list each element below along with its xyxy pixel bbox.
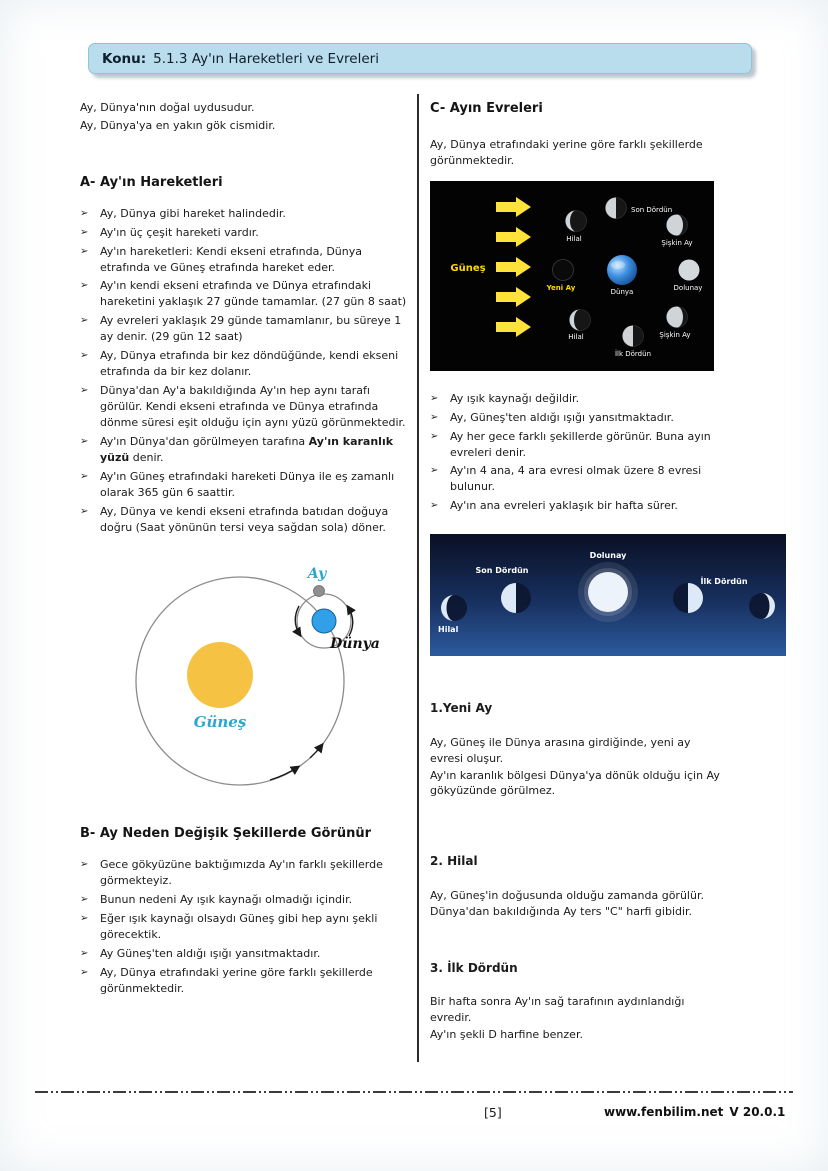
section-c-title: C- Ayın Evreleri [430, 101, 543, 116]
bullet-arrow-icon: ➢ [80, 859, 89, 871]
crescent-label: Hilal [438, 625, 459, 635]
new-moon-label: Yeni Ay [546, 283, 576, 292]
bullet-text: Ay'ın üç çeşit hareketi vardır. [100, 225, 259, 239]
full-moon [679, 259, 700, 280]
orbit-direction-arrow-1 [270, 767, 298, 780]
bullet-item [80, 469, 411, 501]
intro-paragraph [80, 100, 411, 134]
bullet-item [430, 429, 720, 461]
subsection-3-body [430, 994, 720, 1043]
bullet-arrow-icon: ➢ [80, 245, 89, 257]
bullet-item [80, 225, 411, 241]
bullet-arrow-icon: ➢ [80, 435, 89, 447]
bullet-item [80, 348, 411, 380]
bullet-arrow-icon: ➢ [80, 226, 89, 238]
bullet-text: Ay, Güneş'ten aldığı ışığı yansıtmaktadır. [450, 410, 674, 424]
bullet-item [80, 892, 411, 908]
bullet-arrow-icon: ➢ [80, 948, 89, 959]
bullet-arrow-icon: ➢ [430, 430, 439, 442]
left-column [80, 100, 411, 1000]
section-a-bullets [80, 206, 411, 536]
bullet-arrow-icon: ➢ [80, 966, 89, 978]
bullet-item [80, 206, 411, 222]
bullet-arrow-icon: ➢ [430, 465, 439, 477]
paragraph: Ay, Güneş'in doğusunda olduğu zamanda görülür. Dünya'dan bakıldığında Ay ters "C" harfi gibidir. [430, 888, 704, 918]
gibbous-moon-top [667, 214, 688, 235]
section-a-title: A- Ay'ın Hareketleri [80, 174, 223, 190]
bullet-arrow-icon: ➢ [80, 894, 89, 906]
earth-circle [312, 609, 336, 633]
bullet-text: Ay Güneş'ten aldığı ışığı yansıtmaktadır. [100, 947, 321, 960]
night-sky-phases-image [430, 534, 786, 656]
sun-label: Güneş [450, 262, 486, 274]
bullet-item [430, 391, 720, 407]
moon-circle [314, 585, 325, 596]
earth-label: Dünya [330, 635, 380, 652]
bullet-text: Gece gökyüzüne baktığımızda Ay'ın farklı şekillerde görmekteyiz. [100, 858, 383, 888]
bullet-arrow-icon: ➢ [80, 207, 89, 219]
waning-crescent-moon [441, 595, 467, 621]
footer-rule [35, 1091, 793, 1093]
full-moon-label: Dolunay [589, 551, 627, 561]
bullet-item [80, 434, 411, 466]
earth-image [607, 255, 637, 285]
bullet-text: Ay'ın Güneş etrafındaki hareketi Dünya ile eş zamanlı olarak 365 gün 6 saattir. [100, 469, 395, 499]
bullet-item [430, 410, 720, 426]
bullet-arrow-icon: ➢ [80, 385, 89, 397]
version-text: V 20.0.1 [729, 1105, 786, 1119]
bullet-item [80, 911, 411, 943]
section-c-intro: Ay, Dünya etrafındaki yerine göre farklı şekillerde görünmektedir. [430, 137, 703, 167]
bullet-text: Ay, Dünya gibi hareket halindedir. [100, 206, 286, 220]
gibbous-top-label: Şişkin Ay [661, 238, 693, 247]
bullet-text: Dünya'dan Ay'a bakıldığında Ay'ın hep aynı tarafı görülür. Kendi ekseni etrafında ve Dünya etrafında dönme süresi eşit olduğu için aynı yüzü görünmektedir. [100, 384, 406, 429]
bullet-item [430, 463, 720, 495]
bullet-arrow-icon: ➢ [80, 280, 89, 292]
section-b-title: B- Ay Neden Değişik Şekillerde Görünür [80, 826, 372, 842]
bullet-item [430, 498, 720, 514]
bullet-item [80, 965, 411, 997]
sun-label: Güneş [193, 712, 247, 731]
sun-circle [187, 642, 253, 708]
first-quarter-moon [623, 325, 644, 346]
gibbous-moon-bottom [667, 306, 688, 327]
bullet-arrow-icon: ➢ [80, 350, 89, 362]
subsection-1-body [430, 735, 720, 800]
first-quarter-label: İlk Dördün [614, 349, 652, 358]
subsection-3-title: 3. İlk Dördün [430, 960, 518, 975]
paragraph: Ay'ın karanlık bölgesi Dünya'ya dönük olduğu için Ay gökyüzünde görülmez. [430, 768, 720, 798]
bullet-arrow-icon: ➢ [430, 500, 439, 512]
topic-banner [88, 43, 752, 74]
bullet-arrow-icon: ➢ [430, 411, 439, 423]
bullet-text: Ay, Dünya ve kendi ekseni etrafında batıdan doğuya doğru (Saat yönünün tersi veya sağdan sola) döner. [100, 504, 389, 534]
topic-title: 5.1.3 Ay'ın Hareketleri ve Evreleri [153, 50, 379, 67]
subsection-2-body [430, 888, 720, 920]
bullet-text: Ay evreleri yaklaşık 29 günde tamamlanır, bu süreye 1 ay denir. (29 gün 12 saat) [100, 314, 402, 344]
bullet-text: Ay'ın ana evreleri yaklaşık bir hafta sürer. [450, 499, 678, 513]
bullet-item [80, 504, 411, 536]
bullet-item [80, 383, 411, 431]
bullet-item [80, 946, 411, 962]
bullet-text-bold-phrase: Ay'ın Dünya'dan görülmeyen tarafına Ay'ın karanlık yüzü denir. [100, 434, 394, 464]
earth-cloud [611, 261, 625, 269]
full-moon [588, 572, 628, 612]
last-quarter-label: Son Dördün [475, 566, 529, 576]
waxing-crescent-moon [749, 593, 775, 619]
first-quarter-moon [673, 583, 703, 613]
crescent-top-label: Hilal [566, 234, 582, 243]
subsection-2-title: 2. Hilal [430, 854, 478, 869]
moon-phases-diagram [430, 181, 714, 371]
bullet-arrow-icon: ➢ [80, 913, 89, 925]
new-moon [553, 259, 574, 280]
full-moon-label: Dolunay [673, 283, 703, 292]
bullet-text: Eğer ışık kaynağı olsaydı Güneş gibi hep aynı şekli görecektik. [100, 912, 378, 942]
bullet-item [80, 313, 411, 345]
last-quarter-moon [501, 583, 531, 613]
topic-label: Konu: [102, 50, 147, 67]
gibbous-bottom-label: Şişkin Ay [659, 330, 691, 339]
bullet-item [80, 278, 411, 310]
moon-label: Ay [307, 565, 327, 582]
intro-line-1: Ay, Dünya'nın doğal uydusudur. [80, 101, 255, 114]
paragraph: Bir hafta sonra Ay'ın sağ tarafının aydınlandığı evredir. [430, 995, 685, 1025]
bullet-text: Ay, Dünya etrafında bir kez döndüğünde, kendi ekseni etrafında da bir kez dolanır. [100, 349, 399, 379]
bullet-item [80, 857, 411, 889]
crescent-moon-top [566, 210, 587, 231]
website-text: www.fenbilim.net [604, 1105, 724, 1119]
last-quarter-label: Son Dördün [631, 205, 673, 214]
bullet-text: Ay, Dünya etrafındaki yerine göre farklı şekillerde görünmektedir. [100, 965, 373, 995]
bullet-arrow-icon: ➢ [80, 470, 89, 482]
footer-site-line [604, 1105, 791, 1119]
subsection-1-title: 1.Yeni Ay [430, 701, 493, 716]
crescent-bottom-label: Hilal [568, 332, 584, 341]
first-quarter-label: İlk Dördün [700, 577, 748, 587]
section-c-bullets [430, 391, 720, 515]
crescent-moon-bottom [570, 309, 591, 330]
right-column [430, 100, 748, 1044]
orbit-direction-arrow-2 [310, 745, 322, 758]
page-number: [5] [484, 1105, 502, 1120]
bullet-item [80, 244, 411, 276]
last-quarter-moon [606, 197, 627, 218]
column-divider [417, 94, 419, 1062]
bullet-text: Ay'ın hareketleri: Kendi ekseni etrafında, Dünya etrafında ve Güneş etrafında hareket eder. [100, 244, 362, 274]
bullet-text: Ay ışık kaynağı değildir. [450, 391, 580, 405]
section-b-bullets [80, 857, 411, 997]
bullet-arrow-icon: ➢ [80, 505, 89, 517]
earth-label: Dünya [610, 287, 634, 296]
bullet-arrow-icon: ➢ [430, 392, 439, 404]
intro-line-2: Ay, Dünya'ya en yakın gök cismidir. [80, 118, 276, 132]
bullet-text: Ay'ın kendi ekseni etrafında ve Dünya etrafındaki hareketini yaklaşık 27 günde tamamlar. (27 gün 8 saat) [100, 279, 407, 309]
paragraph: Ay, Güneş ile Dünya arasına girdiğinde, yeni ay evresi oluşur. [430, 735, 691, 765]
bullet-text: Ay her gece farklı şekillerde görünür. Buna ayın evreleri denir. [450, 429, 711, 459]
bullet-text: Bunun nedeni Ay ışık kaynağı olmadığı içindir. [100, 893, 353, 907]
bullet-text: Ay'ın 4 ana, 4 ara evresi olmak üzere 8 evresi bulunur. [450, 464, 702, 494]
sun-earth-moon-orbit-diagram [108, 555, 418, 795]
bullet-arrow-icon: ➢ [80, 315, 89, 327]
paragraph: Ay'ın şekli D harfine benzer. [430, 1027, 583, 1041]
